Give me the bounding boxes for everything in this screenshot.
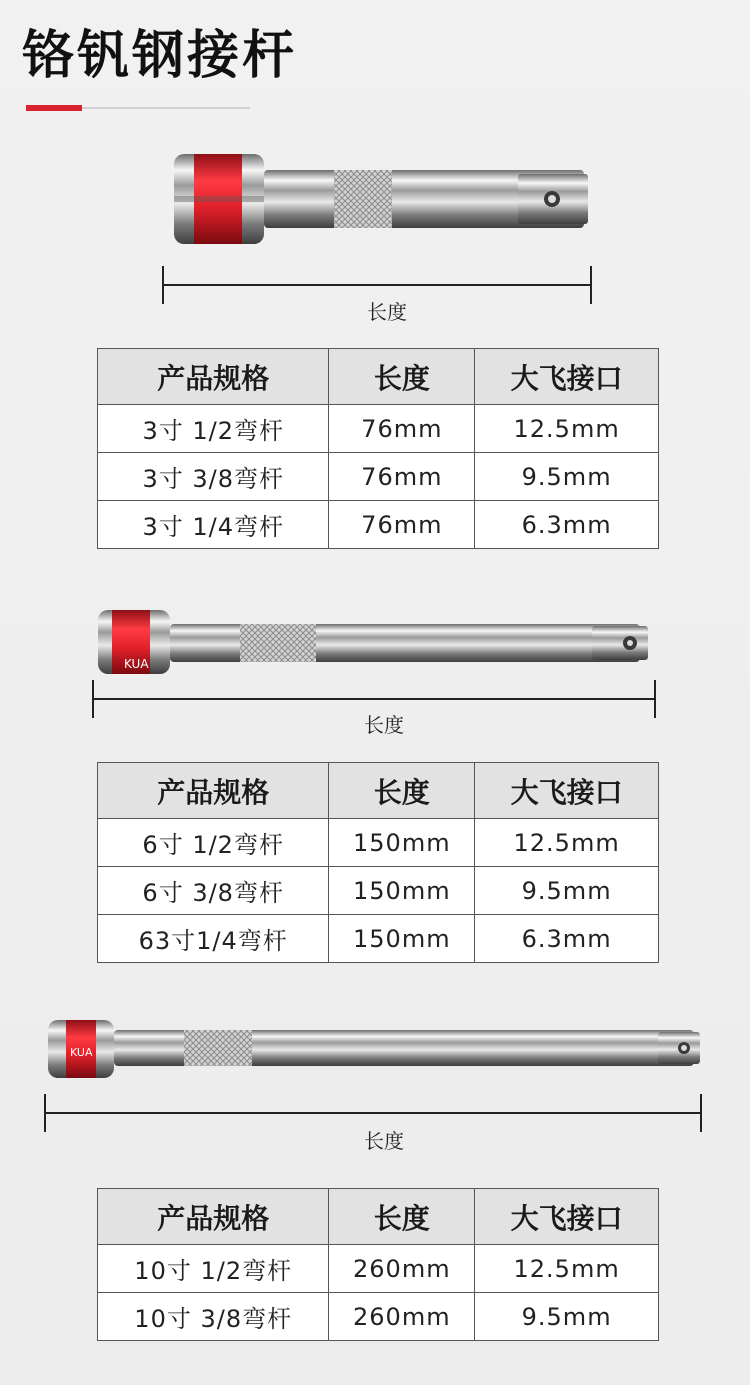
- table-header-row: [98, 763, 659, 819]
- cell-drive: 6.3mm: [475, 501, 659, 549]
- header-spec: 产品规格: [98, 349, 329, 405]
- cell-drive: 12.5mm: [475, 405, 659, 453]
- cell-length: 76mm: [329, 405, 475, 453]
- header-drive: 大飞接口: [475, 1189, 659, 1245]
- cell-spec: 6寸 3/8弯杆: [98, 867, 329, 915]
- cell-spec: 3寸 3/8弯杆: [98, 453, 329, 501]
- extension-bar-long-image: [46, 1016, 704, 1082]
- table-row: [98, 453, 659, 501]
- spec-table-6-inch: [97, 762, 659, 963]
- cell-drive: 9.5mm: [475, 453, 659, 501]
- cell-spec: 10寸 3/8弯杆: [98, 1293, 329, 1341]
- cell-length: 150mm: [329, 819, 475, 867]
- page-title: 铬钒钢接杆: [22, 26, 298, 86]
- cell-spec: 6寸 1/2弯杆: [98, 819, 329, 867]
- cell-length: 76mm: [329, 453, 475, 501]
- title-accent-bar: [26, 105, 82, 111]
- brand-mark-text: KUA: [124, 657, 149, 671]
- spec-table-10-inch: [97, 1188, 659, 1341]
- extension-bar-short-image: [168, 150, 594, 250]
- cell-length: 260mm: [329, 1293, 475, 1341]
- spec-table-3-inch: [97, 348, 659, 549]
- table-row: [98, 405, 659, 453]
- cell-spec: 3寸 1/4弯杆: [98, 501, 329, 549]
- table-header-row: [98, 1189, 659, 1245]
- header-length: 长度: [329, 763, 475, 819]
- cell-drive: 9.5mm: [475, 867, 659, 915]
- table-row: [98, 501, 659, 549]
- brand-mark-text: KUA: [70, 1046, 93, 1059]
- header-length: 长度: [329, 1189, 475, 1245]
- header-drive: 大飞接口: [475, 349, 659, 405]
- cell-length: 150mm: [329, 867, 475, 915]
- cell-drive: 12.5mm: [475, 1245, 659, 1293]
- cell-length: 150mm: [329, 915, 475, 963]
- length-label: 长度: [364, 713, 404, 737]
- header-drive: 大飞接口: [475, 763, 659, 819]
- table-row: [98, 819, 659, 867]
- table-row: [98, 1293, 659, 1341]
- table-row: [98, 1245, 659, 1293]
- header-spec: 产品规格: [98, 763, 329, 819]
- table-header-row: [98, 349, 659, 405]
- table-row: [98, 867, 659, 915]
- cell-length: 260mm: [329, 1245, 475, 1293]
- cell-spec: 10寸 1/2弯杆: [98, 1245, 329, 1293]
- header-length: 长度: [329, 349, 475, 405]
- cell-spec: 63寸1/4弯杆: [98, 915, 329, 963]
- cell-length: 76mm: [329, 501, 475, 549]
- cell-drive: 6.3mm: [475, 915, 659, 963]
- length-label: 长度: [364, 1129, 404, 1153]
- cell-drive: 12.5mm: [475, 819, 659, 867]
- extension-bar-medium-image: [96, 606, 652, 680]
- table-row: [98, 915, 659, 963]
- length-label: 长度: [367, 300, 407, 324]
- cell-drive: 9.5mm: [475, 1293, 659, 1341]
- header-spec: 产品规格: [98, 1189, 329, 1245]
- cell-spec: 3寸 1/2弯杆: [98, 405, 329, 453]
